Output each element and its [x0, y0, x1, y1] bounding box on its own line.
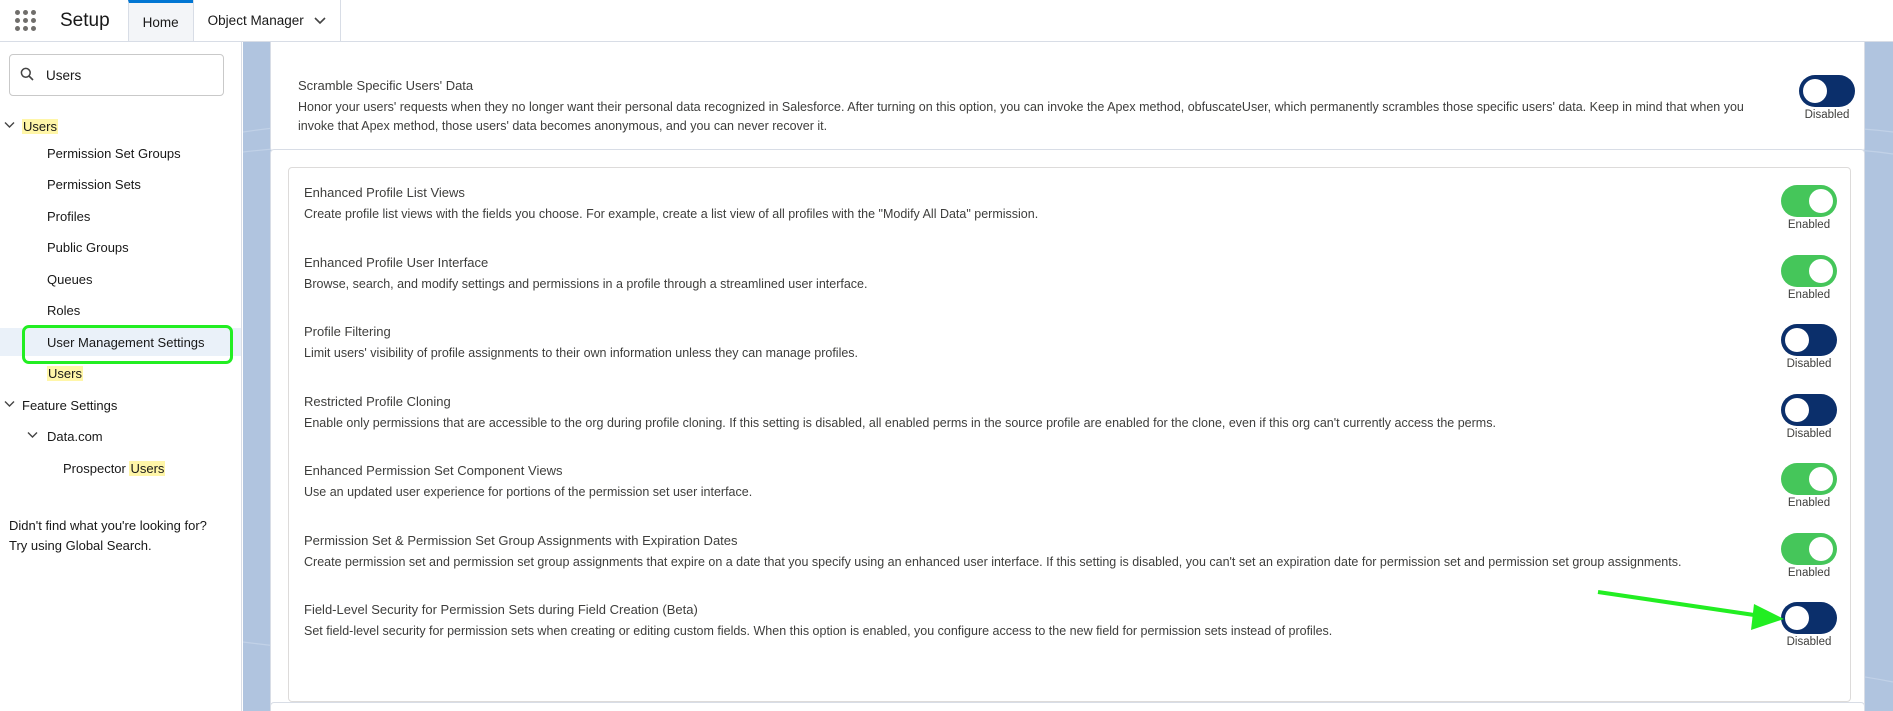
- tab-object-manager[interactable]: [193, 0, 341, 41]
- sidebar-item-queues[interactable]: [0, 265, 241, 293]
- sidebar-item-permission-sets[interactable]: [0, 170, 241, 198]
- tree-node-label: Feature Settings: [22, 397, 118, 413]
- setting-description: Use an updated user experience for portions of the permission set user interface.: [304, 485, 753, 499]
- toggle-switch[interactable]: [1781, 185, 1837, 217]
- setting-description: Enable only permissions that are accessible to the org during profile cloning. If this setting is disabled, all enabled perms in the source profile are enabled for the clone, even if this org can't currently access the perms.: [304, 416, 1496, 430]
- sidebar-item-user-management-settings[interactable]: [0, 328, 241, 356]
- setting-row: [298, 77, 1838, 136]
- setting-row: [304, 323, 1844, 363]
- tree-node-feature-settings[interactable]: [0, 391, 241, 419]
- sidebar-item-label: Roles: [47, 302, 81, 318]
- setting-title: Profile Filtering: [304, 324, 391, 339]
- quick-find-input[interactable]: [46, 68, 216, 83]
- chevron-down-icon[interactable]: [4, 120, 15, 132]
- sidebar-item-label-prefix: Prospector: [63, 460, 130, 476]
- toggle-status: Enabled: [1787, 289, 1831, 301]
- sidebar-item-label-highlight: Users: [130, 460, 165, 476]
- toggle-switch[interactable]: [1799, 75, 1855, 107]
- toggle-status: Enabled: [1787, 219, 1831, 231]
- sidebar-item-label: Profiles: [47, 208, 91, 224]
- setting-row: [304, 462, 1844, 502]
- chevron-down-icon[interactable]: [314, 14, 326, 28]
- setting-toggle: [1779, 463, 1839, 509]
- setting-toggle: [1779, 602, 1839, 648]
- setting-toggle: [1779, 533, 1839, 579]
- sidebar-item-profiles[interactable]: [0, 202, 241, 230]
- search-icon: [20, 67, 34, 84]
- not-found-message: [9, 516, 207, 556]
- setting-toggle: [1779, 185, 1839, 231]
- sidebar-item-label: Users: [48, 365, 82, 381]
- toggle-status: Enabled: [1787, 567, 1831, 579]
- toggle-status: Disabled: [1804, 109, 1850, 121]
- sidebar-item-users[interactable]: [0, 359, 241, 387]
- toggle-status: Disabled: [1786, 428, 1832, 440]
- sidebar-item-label: User Management Settings: [47, 334, 205, 350]
- sidebar-item-label: Public Groups: [47, 239, 129, 255]
- setting-toggle: [1779, 394, 1839, 440]
- tab-object-manager-label: Object Manager: [207, 13, 304, 28]
- app-launcher-button[interactable]: [0, 0, 50, 41]
- settings-card-top: [270, 42, 1865, 152]
- setting-title: Enhanced Permission Set Component Views: [304, 463, 563, 478]
- setup-sidebar: [0, 42, 242, 711]
- main-content: [243, 42, 1893, 711]
- setting-row: [304, 184, 1844, 224]
- toggle-switch[interactable]: [1781, 463, 1837, 495]
- tree-node-users[interactable]: [0, 112, 241, 140]
- toggle-switch[interactable]: [1781, 533, 1837, 565]
- setting-description: Create profile list views with the fields you choose. For example, create a list view of all profiles with the "Modify All Data" permission.: [304, 207, 1039, 221]
- setting-row: [304, 601, 1844, 641]
- toggle-status: Disabled: [1786, 358, 1832, 370]
- sidebar-item-label: Permission Set Groups: [47, 145, 181, 161]
- setting-description: Create permission set and permission set group assignments that expire on a date that you specify using an enhanced user interface. If this setting is disabled, you can't set an expiration date for permission set and permission set group assignments.: [304, 555, 1682, 569]
- setting-title: Restricted Profile Cloning: [304, 394, 451, 409]
- sidebar-item-roles[interactable]: [0, 296, 241, 324]
- setting-description: Limit users' visibility of profile assignments to their own information unless they can manage profiles.: [304, 346, 859, 360]
- not-found-line: Didn't find what you're looking for?: [9, 518, 207, 533]
- setting-row: [304, 254, 1844, 294]
- sidebar-item-label: [63, 461, 165, 476]
- sidebar-item-label: Permission Sets: [47, 176, 141, 192]
- tree-node-label: Users: [23, 118, 57, 134]
- global-header: [0, 0, 1893, 42]
- setting-toggle: [1779, 255, 1839, 301]
- quick-find-box[interactable]: [9, 54, 224, 96]
- toggle-switch[interactable]: [1781, 324, 1837, 356]
- toggle-status: Disabled: [1786, 636, 1832, 648]
- toggle-switch[interactable]: [1781, 255, 1837, 287]
- waffle-icon: [15, 10, 36, 31]
- setting-title: Enhanced Profile User Interface: [304, 255, 489, 270]
- sidebar-item-label: Queues: [47, 271, 93, 287]
- sidebar-item-permission-set-groups[interactable]: [0, 139, 241, 167]
- chevron-down-icon[interactable]: [27, 430, 38, 442]
- setting-row: [304, 393, 1844, 433]
- sidebar-item-public-groups[interactable]: [0, 233, 241, 261]
- chevron-down-icon[interactable]: [4, 399, 15, 411]
- app-name: Setup: [60, 9, 110, 31]
- global-search-hint: Try using Global Search.: [9, 538, 152, 553]
- toggle-status: Enabled: [1787, 497, 1831, 509]
- tree-node-label: Data.com: [47, 428, 103, 444]
- toggle-switch[interactable]: [1781, 602, 1837, 634]
- setting-toggle: [1779, 324, 1839, 370]
- tab-home-label: Home: [142, 14, 179, 30]
- settings-card: [270, 149, 1865, 711]
- tab-home[interactable]: [128, 0, 193, 41]
- settings-card-next: [270, 702, 1865, 711]
- settings-section: [288, 167, 1851, 702]
- tree-node-data-com[interactable]: [0, 422, 241, 450]
- setting-title: Permission Set & Permission Set Group Assignments with Expiration Dates: [304, 533, 738, 548]
- setting-title: Enhanced Profile List Views: [304, 185, 465, 200]
- setting-title: Field-Level Security for Permission Sets during Field Creation (Beta): [304, 602, 698, 617]
- setting-description: Set field-level security for permission sets when creating or editing custom fields. When this option is enabled, you configure access to the new field for permission sets instead of profiles.: [304, 624, 1333, 638]
- toggle-switch[interactable]: [1781, 394, 1837, 426]
- setting-description: Honor your users' requests when they no longer want their personal data recognized in Salesforce. After turning on this option, you can invoke the Apex method, obfuscateUser, which permanently scrambles those specific users' data. Keep in mind that when you invoke that Apex method, those users' data becomes anonymous, and you can never recover it.: [298, 100, 1744, 133]
- setting-description: Browse, search, and modify settings and permissions in a profile through a streamlined user interface.: [304, 277, 868, 291]
- setting-toggle: [1797, 75, 1857, 121]
- setting-title: Scramble Specific Users' Data: [298, 78, 474, 93]
- sidebar-item-prospector-users[interactable]: [0, 454, 241, 482]
- setting-row: [304, 532, 1844, 572]
